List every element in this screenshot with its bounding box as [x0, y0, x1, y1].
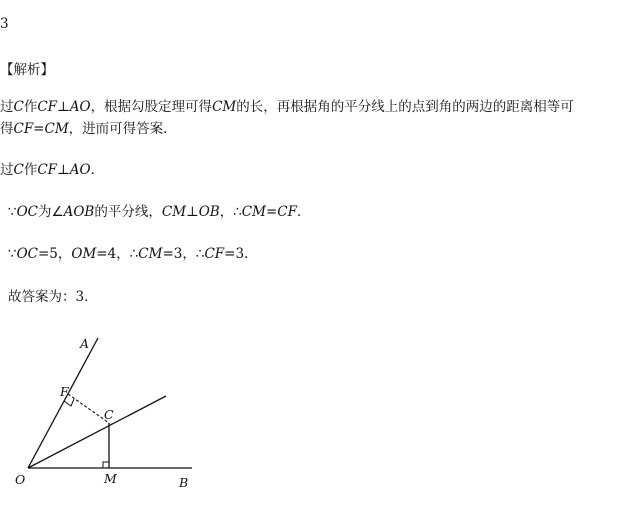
label-c: C	[104, 407, 114, 422]
section-title: 【解析】	[0, 62, 54, 78]
right-angle-f	[64, 399, 74, 406]
final-answer: 故答案为：3．	[8, 289, 98, 305]
step-construct: 过C作CF⊥AO．	[0, 162, 105, 178]
label-o: O	[15, 472, 26, 487]
analysis-paragraph-line-1: 过C作CF⊥AO，根据勾股定理可得CM的长，再根据角的平分线上的点到角的两边的距离相等可	[0, 99, 574, 115]
label-b: B	[179, 475, 189, 490]
answer-number: 3	[0, 16, 9, 32]
right-angle-m	[103, 462, 109, 468]
geometry-figure	[0, 328, 260, 512]
ray-oc-bisector	[28, 396, 166, 468]
step-bisector: ∵OC为∠AOB的平分线，CM⊥OB，∴CM=CF．	[8, 204, 311, 220]
step-values: ∵OC=5，OM=4，∴CM=3，∴CF=3．	[8, 246, 258, 262]
label-m: M	[104, 471, 117, 486]
segment-cf	[68, 394, 109, 423]
label-a: A	[80, 336, 90, 351]
analysis-paragraph-line-2: 得CF=CM，进而可得答案．	[0, 121, 177, 137]
ray-oa	[28, 338, 98, 468]
label-f: F	[60, 384, 69, 399]
